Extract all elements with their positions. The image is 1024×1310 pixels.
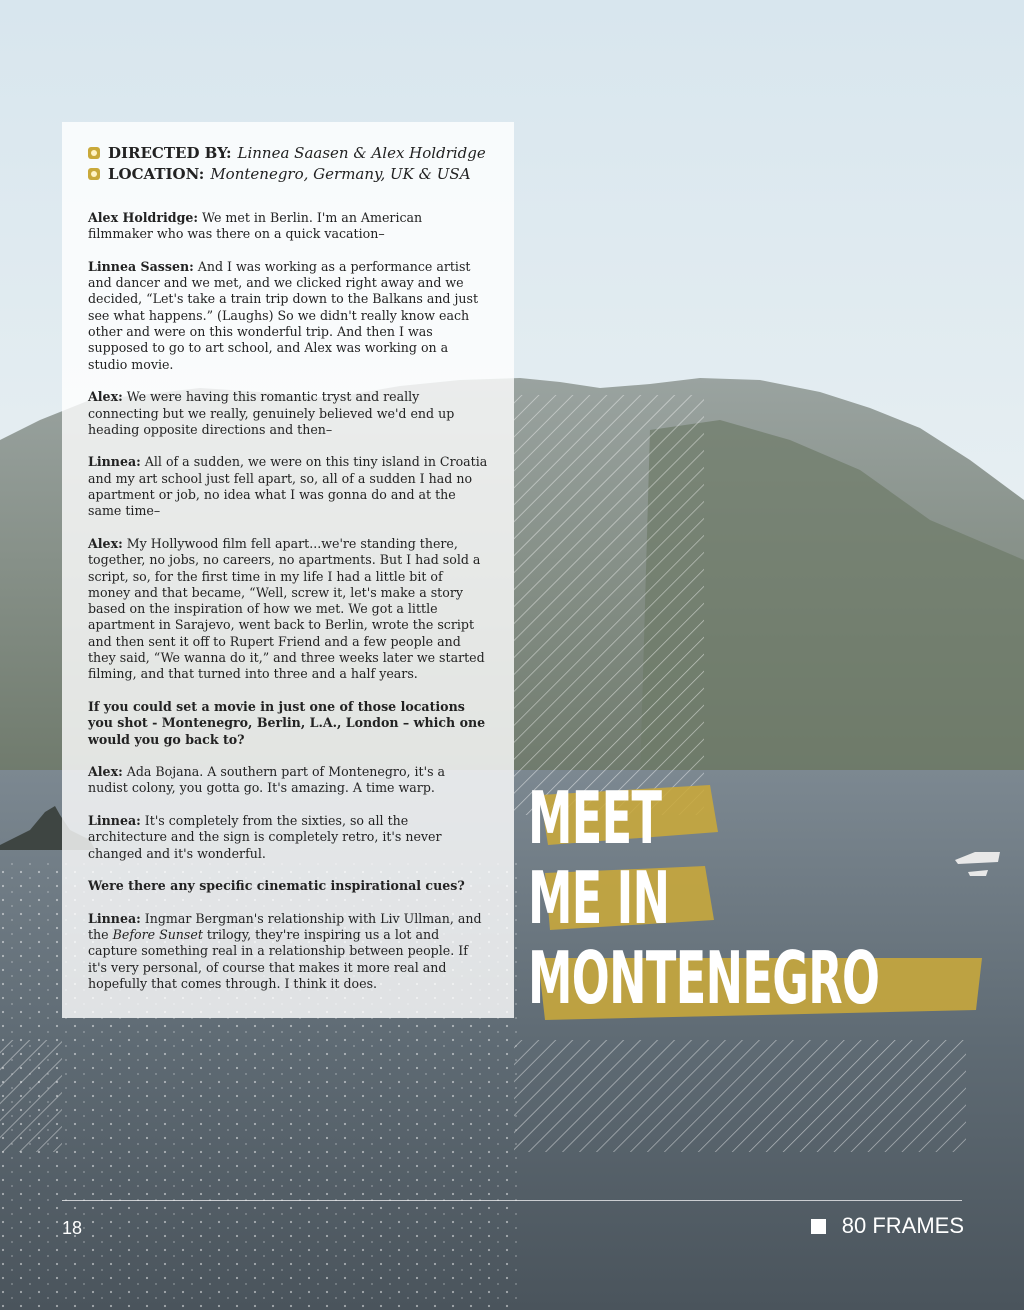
- speaker-name: Linnea:: [88, 454, 141, 470]
- paragraph-text: It's completely from the sixties, so all the architecture and the sign is completely retro, it's never changed and it's wonderful.: [88, 812, 442, 861]
- directed-by-label: DIRECTED BY:: [108, 143, 232, 162]
- headline-line-1: MEET: [528, 776, 662, 860]
- paragraph: [88, 389, 488, 438]
- paragraph: [88, 210, 488, 243]
- speaker-name: Alex:: [88, 535, 123, 551]
- directed-by-row: [88, 142, 508, 163]
- magazine-brand: [811, 1213, 964, 1239]
- interview-question: Were there any specific cinematic inspirational cues?: [88, 878, 465, 894]
- speaker-name: Linnea:: [88, 812, 141, 828]
- location-label: LOCATION:: [108, 164, 205, 183]
- speaker-name: Alex Holdridge:: [88, 210, 199, 225]
- clapper-icon: [88, 147, 100, 159]
- speaker-name: Linnea Sassen:: [88, 258, 194, 274]
- paragraph: [88, 911, 488, 992]
- speaker-name: Linnea:: [88, 910, 141, 926]
- interview-question: If you could set a movie in just one of those locations you shot - Montenegro, Berlin, L.A., London – which one would you go back to?: [88, 698, 486, 747]
- location-value: Montenegro, Germany, UK & USA: [210, 164, 471, 183]
- headline-line-3: MONTENEGRO: [528, 936, 880, 1020]
- interview-text: [88, 210, 488, 1009]
- paragraph-text: All of a sudden, we were on this tiny island in Croatia and my art school just fell apart, so, all of a sudden I had no apartment or job, no idea what I was gonna do and at the same time–: [88, 454, 488, 519]
- paragraph-text: We were having this romantic tryst and really connecting but we really, genuinely believed we'd end up heading opposite directions and then–: [88, 389, 455, 437]
- paragraph: [88, 454, 488, 519]
- directed-by-value: Linnea Saasen & Alex Holdridge: [237, 143, 486, 162]
- credits-block: [88, 142, 508, 184]
- paragraph: [88, 813, 488, 862]
- paragraph-text: And I was working as a performance artist and dancer and we met, and we clicked right away and we decided, “Let's take a train trip down to the Balkans and just see what happens.” (Laughs) So we didn't really know each other and were on this wonderful trip. And then I was supposed to go to art school, and Alex was working on a studio movie.: [88, 258, 479, 372]
- paragraph: [88, 764, 488, 797]
- paragraph-text: My Hollywood film fell apart...we're standing there, together, no jobs, no careers, no apartments. But I had sold a script, so, for the first time in my life I had a little bit of money and that became, “Well, screw it, let's make a story based on the inspiration of how we met. We got a little apartment in Sarajevo, went back to Berlin, wrote the script and then sent it off to Rupert Friend and a few people and they said, “We wanna do it,” and three weeks later we started filming, and that turned into three and a half years.: [88, 535, 485, 682]
- headline-line-2: ME IN: [528, 856, 670, 940]
- page-number: 18: [62, 1218, 83, 1238]
- paragraph-text: trilogy, they're inspiring us a lot and capture something real in a relationship between people. If it's very personal, of course that makes it more real and hopefully that comes through. I think it does.: [88, 927, 468, 991]
- speaker-name: Alex:: [88, 764, 123, 780]
- brand-name: 80 FRAMES: [841, 1213, 964, 1238]
- paragraph: [88, 536, 488, 683]
- paragraph-text: Ingmar Bergman's relationship with Liv Ullman, and the: [88, 910, 482, 943]
- square-icon: [811, 1219, 826, 1234]
- paragraph: [88, 259, 488, 373]
- location-pin-icon: [88, 168, 100, 180]
- footer-divider: [62, 1200, 962, 1201]
- paragraph-text: We met in Berlin. I'm an American filmmaker who was there on a quick vacation–: [88, 210, 423, 242]
- film-title: Before Sunset: [112, 927, 203, 943]
- speaker-name: Alex:: [88, 389, 123, 405]
- location-row: [88, 163, 508, 184]
- paragraph-text: Ada Bojana. A southern part of Montenegro, it's a nudist colony, you gotta go. It's amazing. A time warp.: [88, 764, 446, 796]
- headline: [528, 778, 988, 1018]
